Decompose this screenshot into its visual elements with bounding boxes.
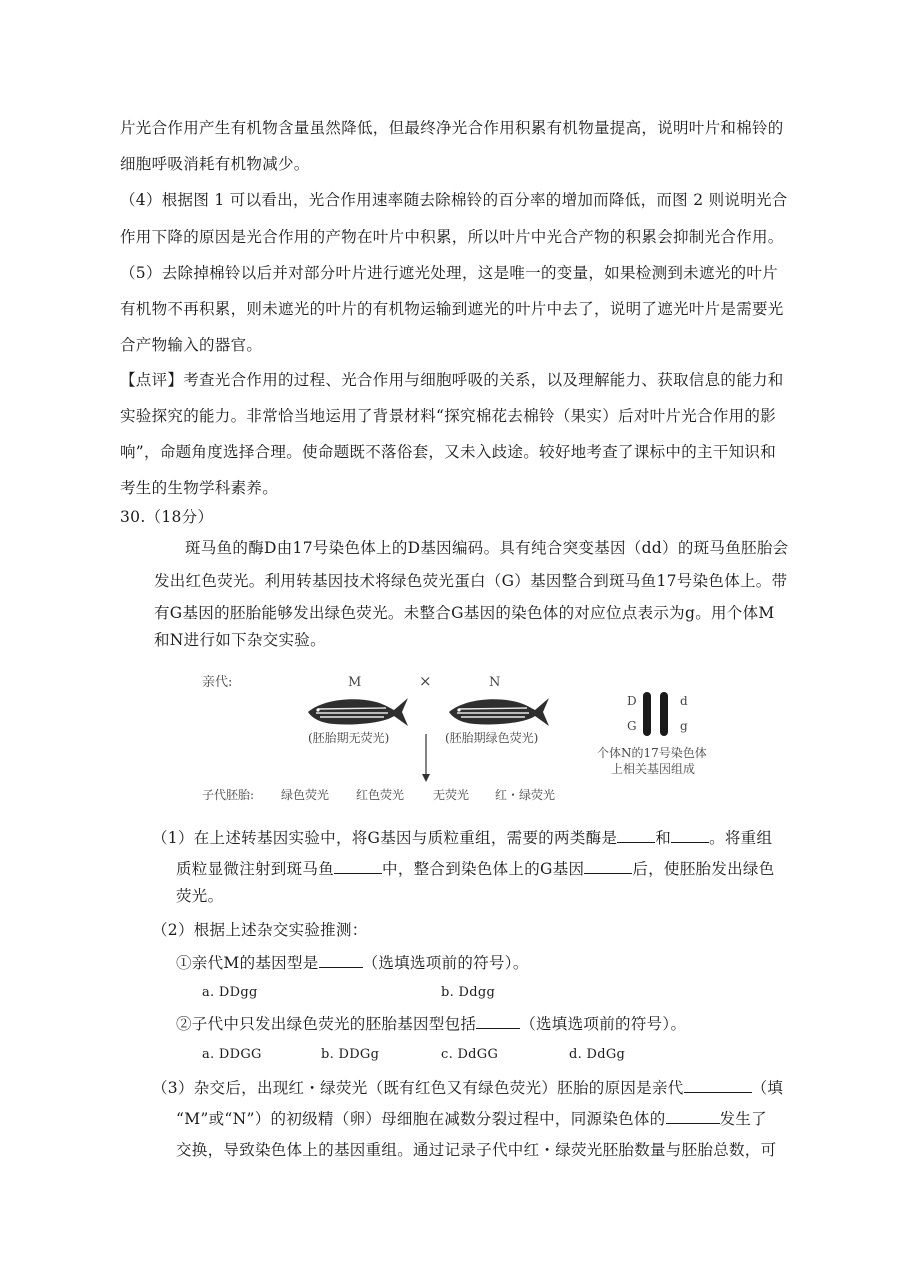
- question-stem: 和N进行如下杂交实验。: [154, 631, 326, 649]
- answer-blank[interactable]: [476, 1012, 520, 1029]
- comment-line: 实验探究的能力。非常恰当地运用了背景材料“探究棉花去棉铃（果实）后对叶片光合作用的影: [120, 407, 777, 425]
- option: a. DDGG: [202, 1047, 262, 1062]
- answer-blank[interactable]: [671, 826, 709, 843]
- option: b. Ddgg: [441, 985, 496, 1000]
- chromosome-caption: 上相关基因组成: [611, 762, 696, 776]
- answer-blank[interactable]: [684, 1076, 752, 1093]
- answer-blank[interactable]: [666, 1107, 720, 1124]
- chromosome-caption: 个体N的17号染色体: [597, 746, 707, 760]
- sub-question-3: “M”或“N”）的初级精（卵）母细胞在减数分裂过程中，同源染色体的 发生了: [176, 1107, 767, 1129]
- n-caption: (胚胎期绿色荧光): [445, 731, 539, 745]
- n-label: N: [489, 675, 501, 690]
- fish-n-icon: [449, 698, 549, 726]
- question-stem: 发出红色荧光。利用转基因技术将绿色荧光蛋白（G）基因整合到斑马鱼17号染色体上。带: [154, 572, 788, 590]
- gene-G: G: [627, 719, 637, 733]
- text-line: 有机物不再积累，则未遮光的叶片的有机物运输到遮光的叶片中去了，说明了遮光叶片是需要光: [120, 300, 784, 318]
- fish-m-icon: [308, 698, 408, 726]
- sub-question-1: 荧光。: [176, 887, 224, 905]
- sub-question-2-2: ②子代中只发出绿色荧光的胚胎基因型包括 （选填选项前的符号）。: [176, 1012, 686, 1034]
- text-line: 作用下降的原因是光合作用的产物在叶片中积累，所以叶片中光合产物的积累会抑制光合作用。: [120, 228, 784, 246]
- cross-symbol: ×: [419, 672, 432, 690]
- chromosome-icon: [643, 692, 668, 736]
- sub-question-1: 质粒显微注射到斑马鱼 中，整合到染色体上的G基因 后，使胚胎发出绿色: [176, 857, 775, 879]
- cross-diagram: [190, 662, 810, 812]
- text-line: 细胞呼吸消耗有机物减少。: [120, 155, 310, 173]
- m-caption: (胚胎期无荧光): [308, 731, 390, 745]
- comment-line: 考生的生物学科素养。: [120, 479, 279, 497]
- answer-blank[interactable]: [334, 857, 382, 874]
- offspring-phenotype: 绿色荧光: [281, 788, 330, 802]
- question-stem: 斑马鱼的酶D由17号染色体上的D基因编码。具有纯合突变基因（dd）的斑马鱼胚胎会: [185, 539, 789, 557]
- answer-blank[interactable]: [319, 951, 363, 968]
- answer-blank[interactable]: [584, 857, 632, 874]
- text-line: 片光合作用产生有机物含量虽然降低，但最终净光合作用积累有机物量提高，说明叶片和棉铃的: [120, 119, 784, 137]
- offspring-phenotype: 红色荧光: [356, 788, 405, 802]
- sub-question-2-1: ①亲代M的基因型是 （选填选项前的符号）。: [176, 951, 529, 973]
- gene-D: D: [627, 694, 637, 708]
- m-label: M: [348, 675, 362, 690]
- question-stem: 有G基因的胚胎能够发出绿色荧光。未整合G基因的染色体的对应位点表示为g。用个体M: [154, 604, 775, 622]
- sub-question-3: 交换，导致染色体上的基因重组。通过记录子代中红・绿荧光胚胎数量与胚胎总数，可: [176, 1141, 777, 1159]
- option: d. DdGg: [569, 1047, 626, 1062]
- question-header: 30.（18分）: [120, 508, 214, 526]
- sub-question-1: （1）在上述转基因实验中，将G基因与质粒重组，需要的两类酶是 和 。将重组: [152, 826, 772, 848]
- text-line: 合产物输入的器官。: [120, 336, 263, 354]
- gene-d: d: [680, 694, 688, 708]
- comment-line: 响”，命题角度选择合理。使命题既不落俗套，又未入歧途。较好地考查了课标中的主干知识和: [120, 443, 777, 461]
- offspring-phenotype: 红・绿荧光: [495, 788, 556, 802]
- offspring-label: 子代胚胎:: [202, 788, 255, 802]
- answer-blank[interactable]: [617, 826, 655, 843]
- sub-question-3: （3）杂交后，出现红・绿荧光（既有红色又有绿色荧光）胚胎的原因是亲代 （填: [152, 1076, 783, 1098]
- option: a. DDgg: [202, 985, 258, 1000]
- option: c. DdGG: [441, 1047, 499, 1062]
- gene-g: g: [680, 719, 688, 733]
- parent-label: 亲代:: [202, 675, 233, 690]
- text-line: （5）去除掉棉铃以后并对部分叶片进行遮光处理，这是唯一的变量，如果检测到未遮光的叶片: [120, 264, 778, 282]
- text-line: （4）根据图 1 可以看出，光合作用速率随去除棉铃的百分率的增加而降低，而图 2 则说明光合: [120, 191, 788, 209]
- sub-question-2: （2）根据上述杂交实验推测：: [152, 921, 368, 939]
- option: b. DDGg: [321, 1047, 380, 1062]
- offspring-phenotype: 无荧光: [433, 788, 470, 802]
- down-arrow-icon: [422, 734, 430, 782]
- comment-line: 【点评】考查光合作用的过程、光合作用与细胞呼吸的关系，以及理解能力、获取信息的能力和: [120, 371, 784, 389]
